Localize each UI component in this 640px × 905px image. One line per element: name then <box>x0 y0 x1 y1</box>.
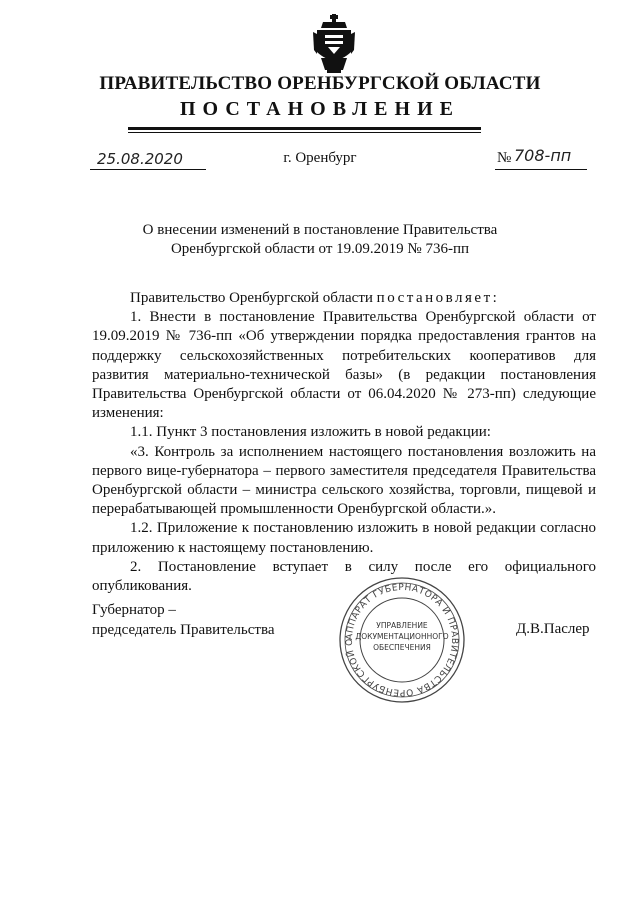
seal-inner-line-2: ДОКУМЕНТАЦИОННОГО <box>355 632 449 641</box>
paragraph-1-1-quote: «3. Контроль за исполнением настоящего постановления возложить на первого вице-губернатора – первого заместителя председателя Правительства Оренбургской области – министра сельского хозяйства, торговли, пищевой и перерабатывающей промышленности Оренбургской области.». <box>92 443 596 518</box>
seal-inner-line-3: ОБЕСПЕЧЕНИЯ <box>373 643 431 652</box>
official-seal-stamp <box>338 576 466 704</box>
subject-line-1: О внесении изменений в постановление Правительства <box>142 222 498 238</box>
document-type: ПОСТАНОВЛЕНИЕ <box>180 98 460 120</box>
header-rule-thick <box>128 127 481 130</box>
intro-paragraph <box>92 289 596 308</box>
signer-title-line-1: Губернатор – <box>92 602 176 618</box>
document-subject <box>0 221 640 259</box>
signer-title-line-2: председатель Правительства <box>92 622 275 638</box>
paragraph-1: 1. Внести в постановление Правительства Оренбургской области от 19.09.2019 № 736-пп «Об утверждении порядка предоставления грантов на поддержку сельскохозяйственных потребительских кооперативов для развития материально-технической базы» (в редакции постановления Правительства Оренбургской области от 06.04.2020 № 273-пп) следующие изменения: <box>92 309 596 422</box>
document-date: 25.08.2020 <box>97 150 183 168</box>
paragraph-2: 2. Постановление вступает в силу после его официального опубликования. <box>92 558 596 595</box>
seal-inner-line-1: УПРАВЛЕНИЕ <box>376 621 428 630</box>
signer-title <box>92 600 275 640</box>
paragraph-1-1: 1.1. Пункт 3 постановления изложить в новой редакции: <box>130 424 491 441</box>
header-rule-thin <box>128 132 481 133</box>
signer-name: Д.В.Паслер <box>516 621 590 637</box>
intro-verb: постановляет: <box>376 290 500 306</box>
paragraph-1-2: 1.2. Приложение к постановлению изложить в новой редакции согласно приложению к настоящему постановлению. <box>92 520 596 556</box>
subject-line-2: Оренбургской области от 19.09.2019 № 736-пп <box>170 241 470 257</box>
document-body <box>92 289 596 596</box>
intro-prefix: Правительство Оренбургской области <box>130 290 373 306</box>
coat-of-arms-icon <box>313 14 355 74</box>
organization-name: ПРАВИТЕЛЬСТВО ОРЕНБУРГСКОЙ ОБЛАСТИ <box>99 73 541 94</box>
date-underline <box>90 169 206 170</box>
seal-outer-text: АППАРАТ ГУБЕРНАТОРА И ПРАВИТЕЛЬСТВА ОРЕНБУРГСКОЙ О <box>344 582 460 698</box>
document-city: г. Оренбург <box>283 150 357 166</box>
number-underline <box>495 169 587 170</box>
document-number: 708-пп <box>514 146 572 165</box>
number-label: № <box>497 150 512 166</box>
